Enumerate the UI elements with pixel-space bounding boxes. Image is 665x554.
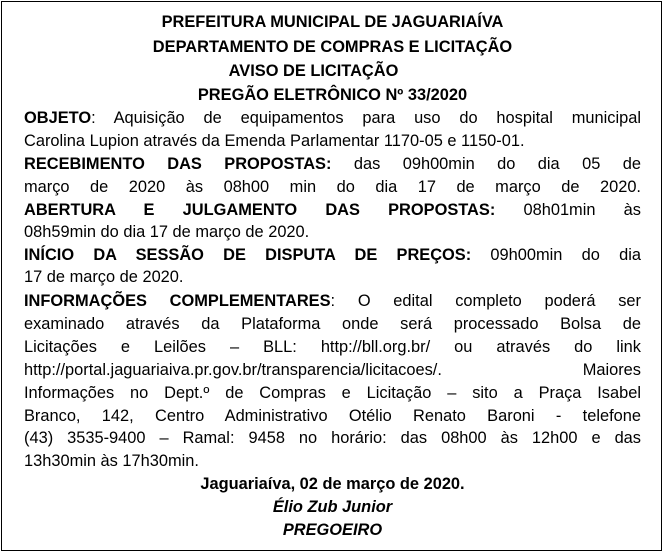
informacoes-label: INFORMAÇÕES COMPLEMENTARES [24, 292, 331, 310]
inicio-label: INÍCIO DA SESSÃO DE DISPUTA DE PREÇOS: [24, 246, 472, 264]
informacoes-line-1 [24, 291, 641, 313]
abertura-label: ABERTURA E JULGAMENTO DAS PROPOSTAS: [24, 201, 496, 219]
abertura-text-1: 08h01min às [495, 201, 641, 219]
recebimento-label: RECEBIMENTO DAS PROPOSTAS: [24, 155, 332, 173]
header-line-2: DEPARTAMENTO DE COMPRAS E LICITAÇÃO [152, 38, 513, 56]
informacoes-line-2: examinado através da Plataforma onde será processado Bolsa de [24, 315, 641, 333]
inicio-text-1: 09h00min do dia [471, 246, 641, 264]
informacoes-line-8: 13h30min às 17h30min. [24, 452, 199, 470]
informacoes-line-6: Branco, 142, Centro Administrativo Otélio Renato Baroni - telefone [24, 407, 641, 425]
recebimento-line-1 [24, 154, 641, 176]
place-date: Jaguariaíva, 02 de março de 2020. [200, 475, 465, 493]
objeto-line-1 [24, 108, 641, 130]
notice-box [1, 1, 662, 551]
abertura-line-1 [24, 200, 641, 222]
objeto-text-1: : Aquisição de equipamentos para uso do hospital municipal [91, 109, 641, 127]
objeto-label: OBJETO [24, 109, 92, 127]
signer-role: PREGOEIRO [282, 521, 383, 539]
header-line-3: AVISO DE LICITAÇÃO [228, 62, 399, 80]
signer-name: Élio Zub Junior [272, 498, 393, 516]
header-line-1: PREFEITURA MUNICIPAL DE JAGUARIAÍVA [161, 13, 504, 31]
informacoes-line-3: Licitações e Leilões – BLL: http://bll.org.br/ ou através do link [24, 338, 641, 356]
header-line-4: PREGÃO ELETRÔNICO Nº 33/2020 [197, 86, 468, 104]
informacoes-line-7: (43) 3535-9400 – Ramal: 9458 no horário: das 08h00 às 12h00 e das [24, 429, 641, 447]
informacoes-text-1: : O edital completo poderá ser [330, 292, 642, 310]
informacoes-line-5: Informações no Dept.º de Compras e Licitação – sito a Praça Isabel [24, 384, 641, 402]
informacoes-line-4: http://portal.jaguariaiva.pr.gov.br/transparencia/licitacoes/. Maiores [24, 361, 641, 379]
inicio-line-1 [24, 245, 641, 267]
recebimento-text-1: das 09h00min do dia 05 de [331, 155, 641, 173]
objeto-line-2: Carolina Lupion através da Emenda Parlamentar 1170-05 e 1150-01. [24, 132, 525, 150]
recebimento-line-2: março de 2020 às 08h00 min do dia 17 de março de 2020. [24, 178, 641, 196]
abertura-line-2: 08h59min do dia 17 de março de 2020. [24, 223, 310, 241]
inicio-line-2: 17 de março de 2020. [24, 268, 184, 286]
